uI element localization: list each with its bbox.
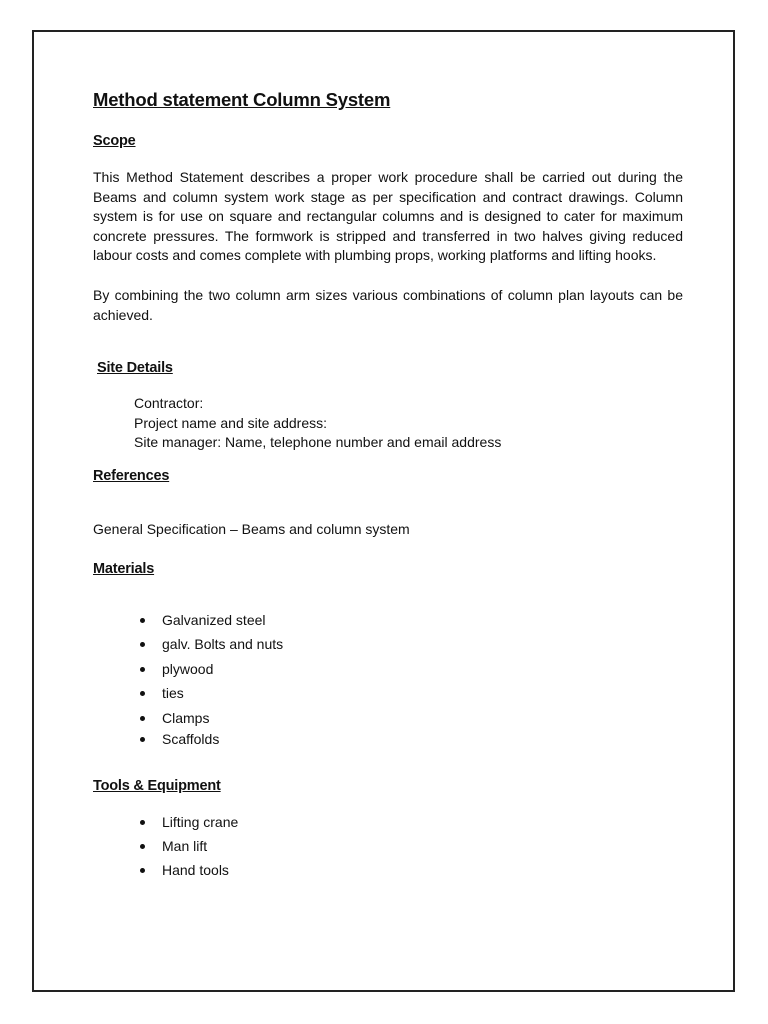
scope-paragraph-1: This Method Statement describes a proper work procedure shall be carried out during the Beams and column system work stage as per specification and contract drawings. Column system is for use on square and rectangular columns and is designed to cater for maximum concrete pressures. The formwork is stripped and transferred in two halves giving reduced labour costs and comes complete with plumbing props, working platforms and lifting hooks. <box>93 169 683 263</box>
material-item: Galvanized steel <box>162 612 266 628</box>
tools-heading: Tools & Equipment <box>93 778 221 794</box>
materials-heading: Materials <box>93 561 155 577</box>
material-item: Clamps <box>162 710 210 726</box>
tool-item: Man lift <box>162 838 208 854</box>
material-item: ties <box>162 685 184 701</box>
material-item: plywood <box>162 661 214 677</box>
scope-heading: Scope <box>93 133 136 149</box>
list-item <box>140 861 229 879</box>
tool-item: Hand tools <box>162 862 229 878</box>
site-details-heading: Site Details <box>97 360 173 376</box>
list-item <box>140 813 238 831</box>
document-title: Method statement Column System <box>93 89 391 110</box>
site-detail-manager: Site manager: Name, telephone number and email address <box>134 434 502 450</box>
list-item <box>140 837 207 855</box>
references-heading: References <box>93 468 170 484</box>
site-detail-contractor: Contractor: <box>134 395 204 411</box>
material-item: galv. Bolts and nuts <box>162 636 284 652</box>
bullet-icon <box>140 844 145 849</box>
reference-item: General Specification – Beams and column system <box>93 521 410 537</box>
scope-paragraph-2: By combining the two column arm sizes various combinations of column plan layouts can be achieved. <box>93 287 683 323</box>
tool-item: Lifting crane <box>162 814 239 830</box>
material-item: Scaffolds <box>162 731 220 747</box>
bullet-icon <box>140 820 145 825</box>
bullet-icon <box>140 868 145 873</box>
site-detail-project: Project name and site address: <box>134 414 327 431</box>
